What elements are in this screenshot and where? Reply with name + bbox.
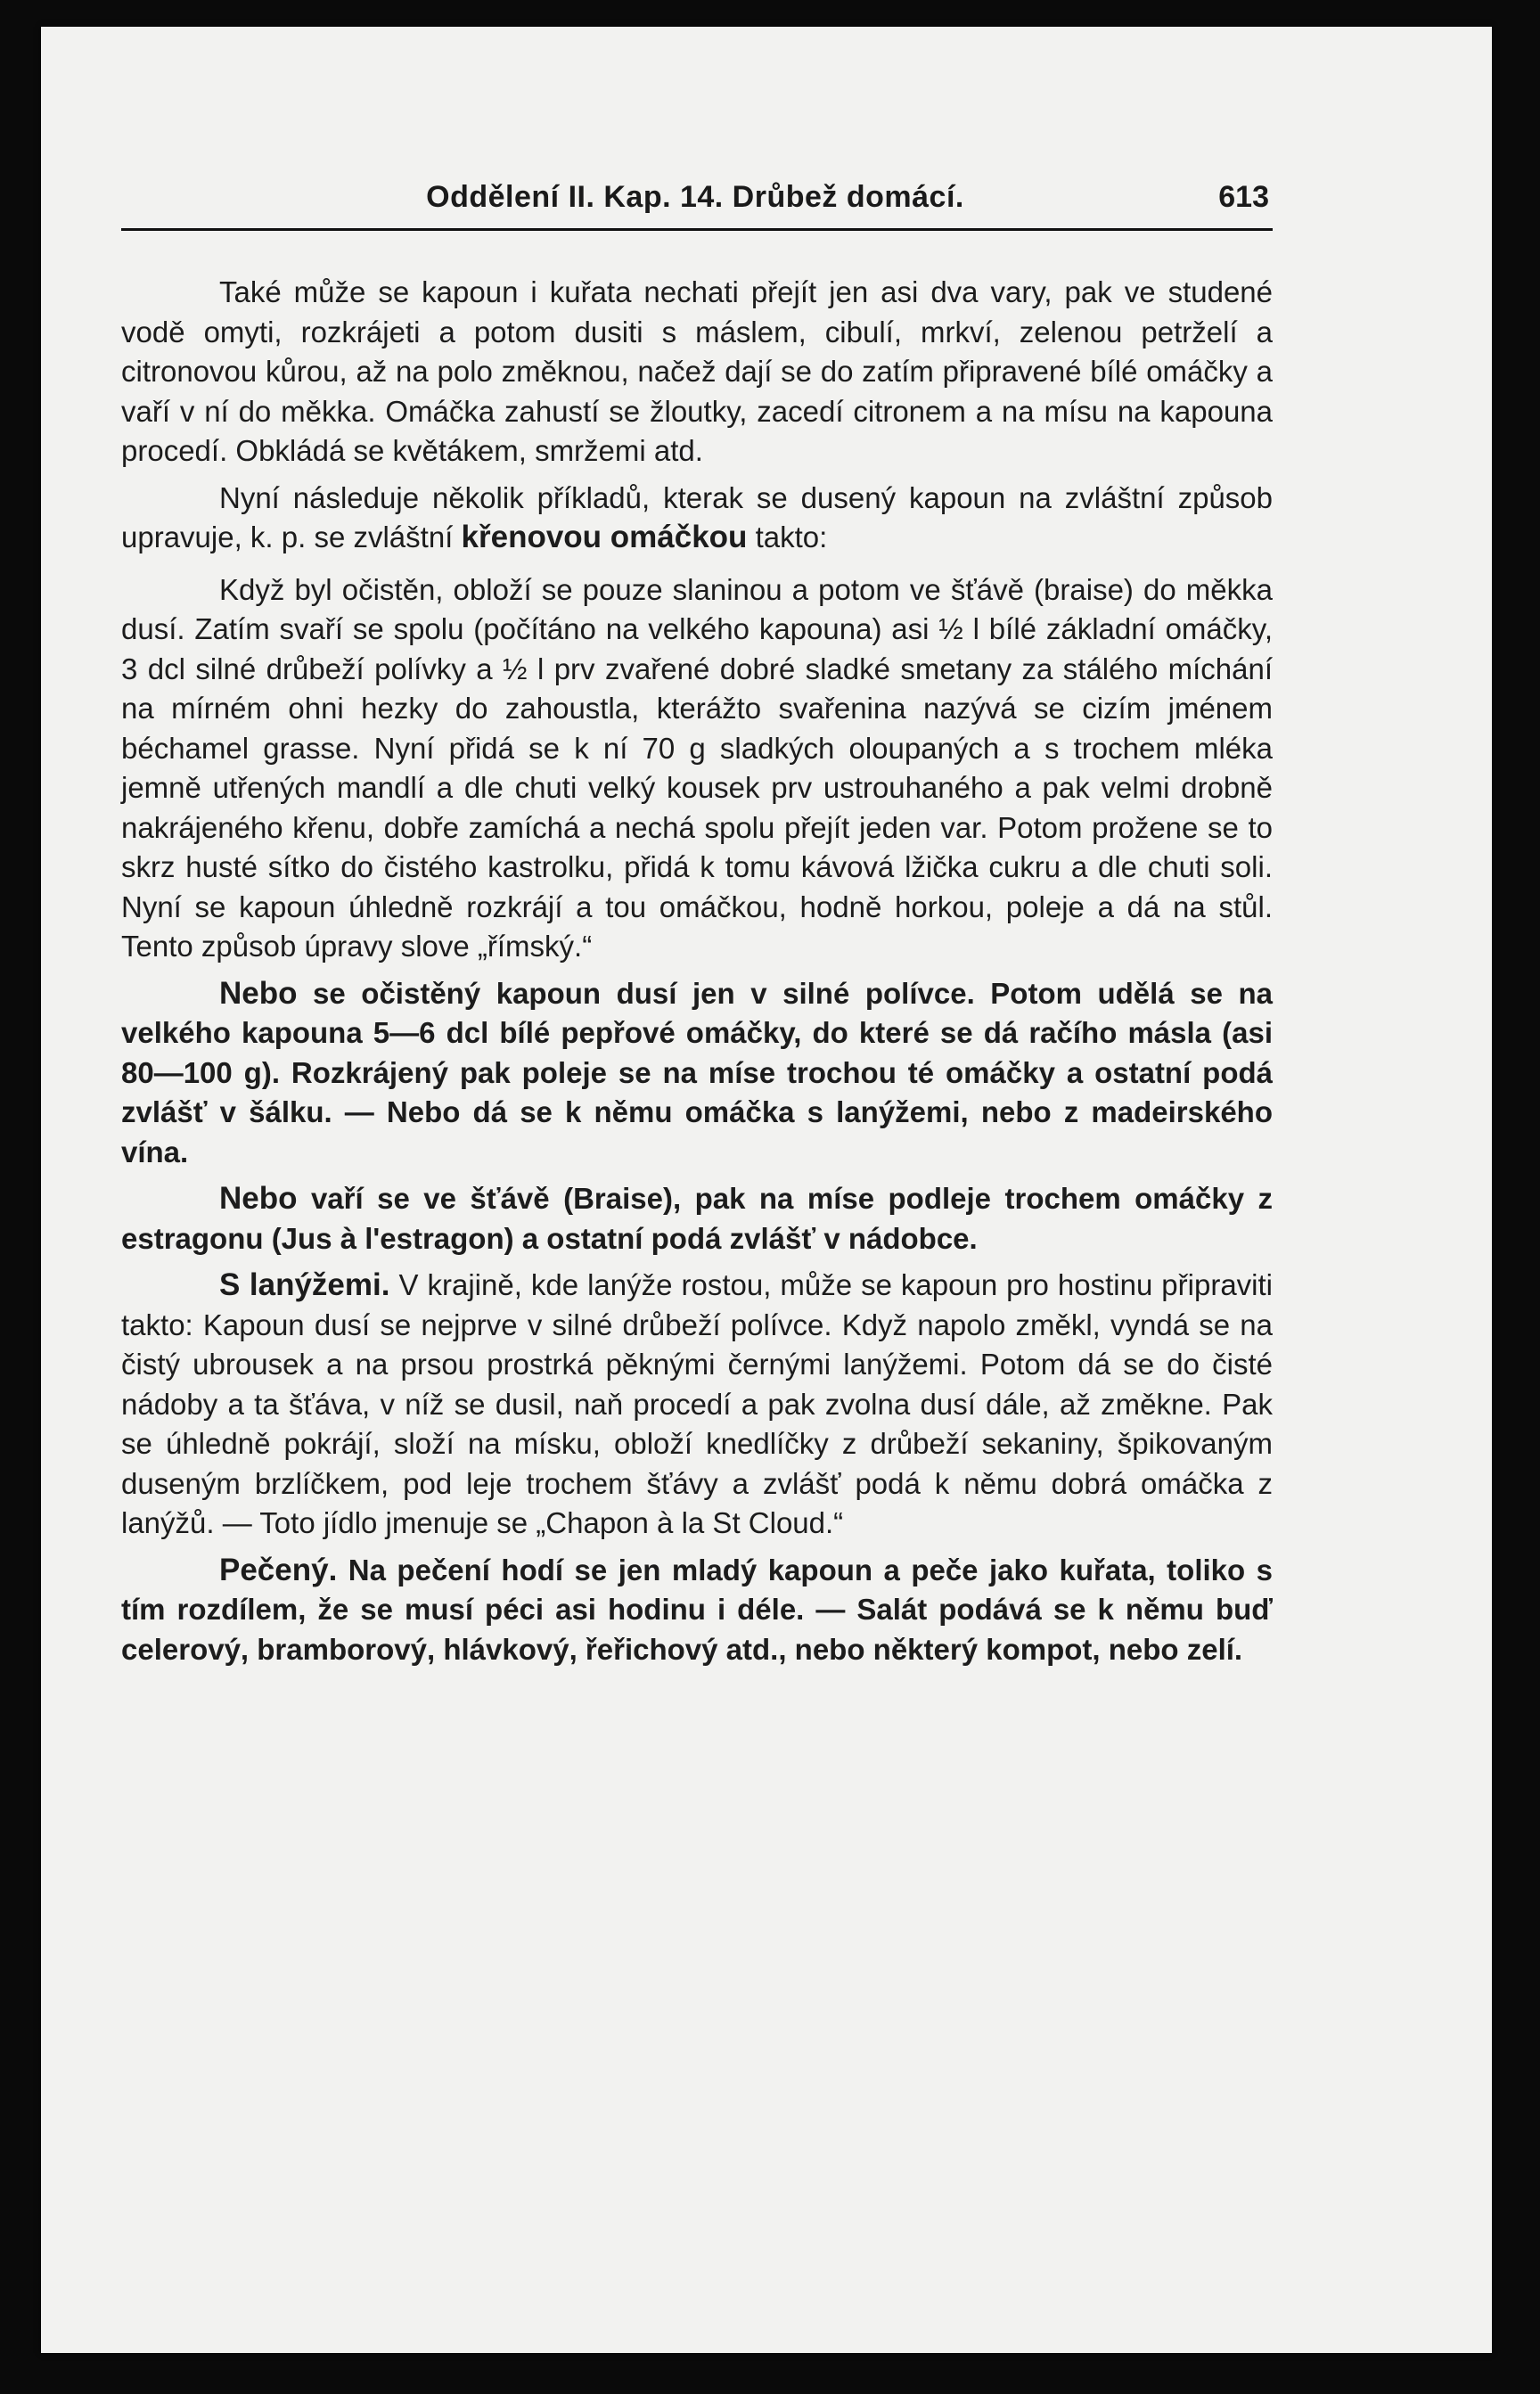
paragraph-2 [121, 479, 1273, 558]
paragraph-5 [121, 1179, 1273, 1258]
paragraph-2-text-before: Nyní následuje několik příkladů, kterak se dusený kapoun na zvláštní způsob upravuje, k. p. se zvláštní [121, 480, 1273, 553]
paragraph-5-text: vaří se ve šťávě (Braise), pak na míse podleje trochem omáčky z estragonu (Jus à l'estragon) a ostatní podá zvlášť v nádobce. [121, 1182, 1273, 1255]
paragraph-2-text-after: takto: [747, 521, 828, 553]
paragraph-4-lead: Nebo [219, 975, 298, 1011]
paragraph-4-text: se očistěný kapoun dusí jen v silné polívce. Potom udělá se na velkého kapouna 5—6 dcl bílé pepřové omáčky, do které se dá račího másla (asi 80—100 g). Rozkrájený pak poleje se na míse trochou té omáčky a ostatní podá zvlášť v šálku. — Nebo dá se k němu omáčka s lanýžemi, nebo z madeirského vína. [121, 976, 1273, 1168]
running-header [121, 159, 1269, 221]
paragraph-7 [121, 1551, 1273, 1670]
paragraph-2-emphasis: křenovou omáčkou [461, 520, 748, 554]
paragraph-5-lead: Nebo [219, 1181, 298, 1216]
paragraph-3 [121, 570, 1273, 967]
page-number: 613 [1218, 180, 1269, 214]
paragraph-7-text: Na pečení hodí se jen mladý kapoun a peče jako kuřata, toliko s tím rozdílem, že se musí péci asi hodinu i déle. — Salát podává se k němu buď celerový, bramborový, hlávkový, řeřichový atd., nebo některý kompot, nebo zelí. [121, 1553, 1273, 1666]
paragraph-1-text: Také může se kapoun i kuřata nechati přejít jen asi dva vary, pak ve studené vodě omyti, rozkrájeti a potom dusiti s máslem, cibulí, mrkví, zelenou petrželí a citronovou kůrou, až na polo změknou, načež dají se do zatím připravené bílé omáčky a vaří v ní do měkka. Omáčka zahustí se žloutky, zacedí citronem a na mísu na kapouna procedí. Obkládá se květákem, smržemi atd. [121, 275, 1273, 467]
page-body [121, 273, 1273, 1677]
paragraph-6-text: V krajině, kde lanýže rostou, může se kapoun pro hostinu připraviti takto: Kapoun dusí se nejprve v silné drůbeží polívce. Když napolo změkl, vyndá se na čistý ubrousek a na prsou prostrká pěknými černými lanýžemi. Potom dá se do čisté nádoby a ta šťáva, v níž se dusil, naň procedí a pak zvolna dusí dále, až změkne. Pak se úhledně pokrájí, složí na mísku, obloží knedlíčky z drůbeží sekaniny, špikovaným duseným brzlíčkem, pod leje trochem šťávy a zvlášť podá k němu dobrá omáčka z lanýžů. — Toto jídlo jmenuje se „Chapon à la St Cloud.“ [121, 1268, 1273, 1539]
paragraph-1 [121, 273, 1273, 471]
paragraph-7-lead: Pečený. [219, 1552, 338, 1587]
paragraph-6 [121, 1266, 1273, 1544]
running-title: Oddělení II. Kap. 14. Drůbež domácí. [426, 180, 964, 214]
paragraph-6-lead: S lanýžemi. [219, 1267, 390, 1302]
header-rule [121, 228, 1273, 231]
paragraph-3-text: Když byl očistěn, obloží se pouze slaninou a potom ve šťávě (braise) do měkka dusí. Zatím svaří se spolu (počítáno na velkého kapouna) asi ½ l bílé základní omáčky, 3 dcl silné drůbeží polívky a ½ l prv zvařené dobré sladké smetany za stálého míchání na mírném ohni hezky do zahoustla, kterážto svařenina nazývá se cizím jménem béchamel grasse. Nyní přidá se k ní 70 g sladkých oloupaných a s trochem mléka jemně utřených mandlí a dle chuti velký kousek prv ustrouhaného a pak velmi drobně nakrájeného křenu, dobře zamíchá a nechá spolu přejít jeden var. Potom prožene se to skrz husté sítko do čistého kastrolku, přidá k tomu kávová lžička cukru a dle chuti soli. Nyní se kapoun úhledně rozkrájí a tou omáčkou, hodně horkou, poleje a dá na stůl. Tento způsob úpravy slove „římský.“ [121, 572, 1273, 963]
paragraph-4 [121, 974, 1273, 1173]
